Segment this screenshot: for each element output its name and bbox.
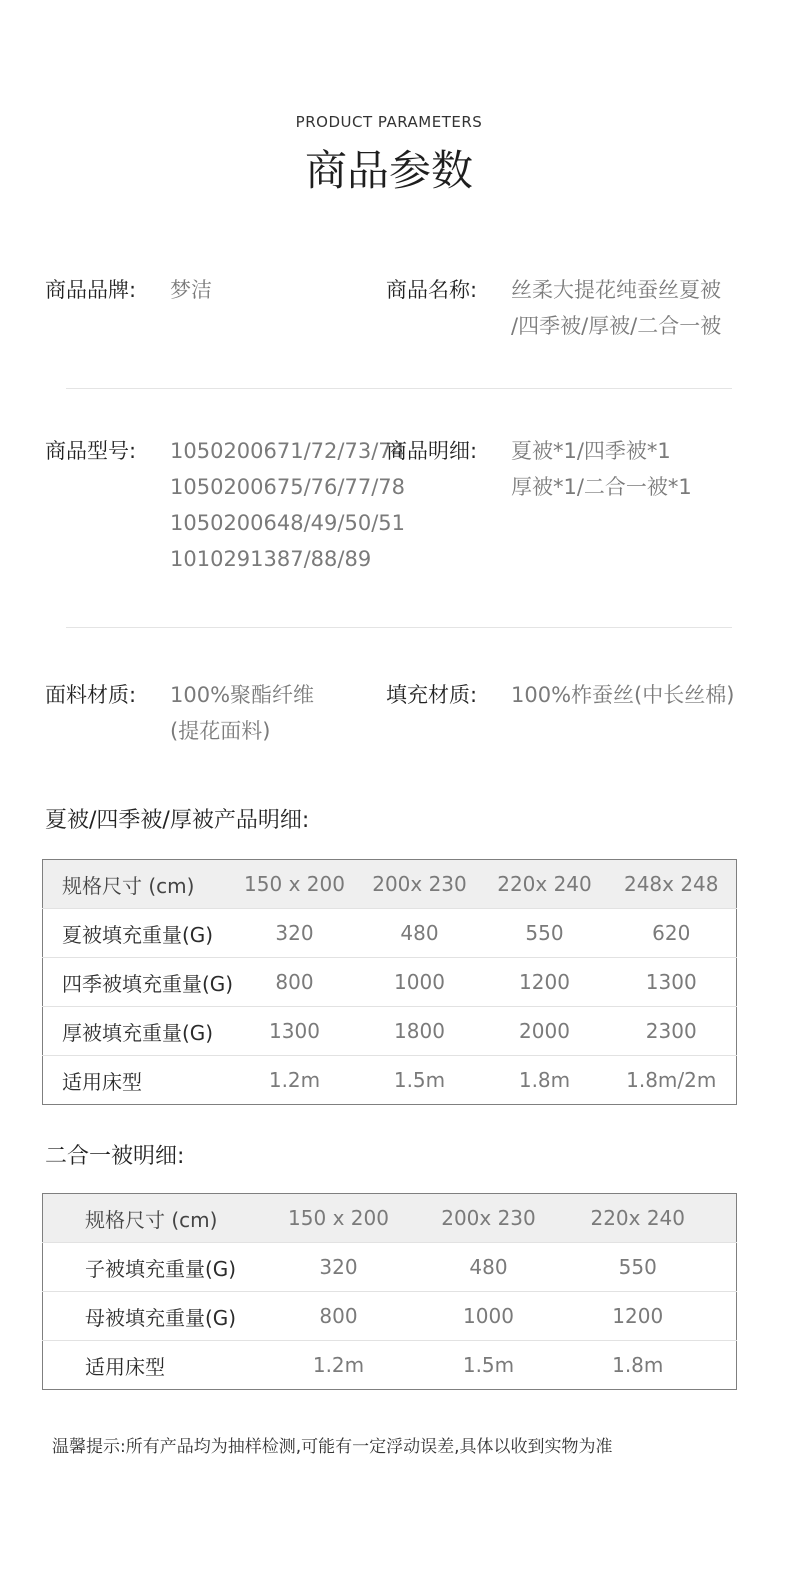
table-cell: 150 x 200: [233, 860, 357, 909]
param-brand-label: 商品品牌:: [45, 278, 137, 302]
table-row: [43, 1007, 737, 1056]
table-cell: 1.8m: [612, 1353, 664, 1377]
table-header-row: [43, 860, 737, 909]
table-cell: 320: [264, 1243, 414, 1292]
table-cell: 1200: [564, 1292, 737, 1341]
param-name-value-line: /四季被/厚被/二合一被: [511, 314, 722, 338]
table-row: [43, 1292, 737, 1341]
table-cell: 1.8m: [518, 1068, 571, 1092]
table-cell: 150 x 200: [264, 1194, 414, 1243]
param-filling-value: 100%柞蚕丝(中长丝棉): [511, 683, 735, 707]
table-cell: 母被填充重量(G): [43, 1292, 264, 1341]
table-cell: 厚被填充重量(G): [43, 1007, 233, 1056]
param-model-value-line: 1050200648/49/50/51: [170, 511, 405, 535]
table-row: [43, 1243, 737, 1292]
table-cell: 1300: [607, 958, 737, 1007]
table-cell: 1.2m: [268, 1068, 321, 1092]
table1-heading: 夏被/四季被/厚被产品明细:: [45, 808, 310, 833]
table-row: [43, 1341, 737, 1390]
param-filling-label: 填充材质:: [386, 683, 478, 707]
spec-table-main: [42, 859, 737, 1105]
table-row: [43, 909, 737, 958]
disclaimer-note: 温馨提示:所有产品均为抽样检测,可能有一定浮动误差,具体以收到实物为准: [52, 1437, 613, 1457]
param-model-value-line: 1050200675/76/77/78: [170, 475, 405, 499]
param-model-label: 商品型号:: [45, 439, 137, 463]
table-cell: 1.8m/2m: [626, 1068, 717, 1092]
table-cell: 480: [357, 909, 483, 958]
table-cell: 2000: [483, 1007, 607, 1056]
table-header-row: [43, 1194, 737, 1243]
table-cell: 1200: [483, 958, 607, 1007]
param-brand-value: 梦洁: [170, 278, 212, 302]
table-cell: 1800: [357, 1007, 483, 1056]
param-fabric-label: 面料材质:: [45, 683, 137, 707]
param-detail-value-line: 夏被*1/四季被*1: [511, 439, 671, 463]
param-name-label: 商品名称:: [386, 278, 478, 302]
table-cell: 800: [264, 1292, 414, 1341]
table-cell: 200x 230: [414, 1194, 564, 1243]
table-row: [43, 958, 737, 1007]
table-cell: 规格尺寸 (cm): [43, 860, 233, 909]
table-cell: 夏被填充重量(G): [43, 909, 233, 958]
param-model-value-line: 1010291387/88/89: [170, 547, 372, 571]
table-cell: 550: [564, 1243, 737, 1292]
table-cell: 1.5m: [393, 1068, 446, 1092]
param-fabric-value-line: 100%聚酯纤维: [170, 683, 315, 707]
table-cell: 规格尺寸 (cm): [43, 1194, 264, 1243]
table-cell: 四季被填充重量(G): [43, 958, 233, 1007]
divider: [66, 388, 732, 389]
table-cell: 320: [233, 909, 357, 958]
table-cell: 2300: [607, 1007, 737, 1056]
table-cell: 1000: [357, 958, 483, 1007]
table-cell: 220x 240: [483, 860, 607, 909]
table-cell: 620: [607, 909, 737, 958]
table-cell: 1300: [233, 1007, 357, 1056]
table-cell: 1.5m: [462, 1353, 515, 1377]
param-detail-value-line: 厚被*1/二合一被*1: [511, 475, 692, 499]
table-cell: 550: [483, 909, 607, 958]
page-title: 商品参数: [304, 146, 473, 195]
table-cell: 1.2m: [312, 1353, 365, 1377]
section-subtitle: PRODUCT PARAMETERS: [295, 113, 483, 131]
table-cell: 子被填充重量(G): [43, 1243, 264, 1292]
table-cell: 800: [233, 958, 357, 1007]
table-cell: 200x 230: [357, 860, 483, 909]
table2-heading: 二合一被明细:: [45, 1144, 185, 1169]
param-name-value-line: 丝柔大提花纯蚕丝夏被: [511, 278, 721, 302]
param-detail-label: 商品明细:: [386, 439, 478, 463]
divider: [66, 627, 732, 628]
table-cell: 适用床型: [85, 1354, 165, 1379]
spec-table-2in1: [42, 1193, 737, 1390]
table-cell: 220x 240: [564, 1194, 737, 1243]
table-cell: 248x 248: [607, 860, 737, 909]
table-cell: 1000: [414, 1292, 564, 1341]
table-cell: 适用床型: [62, 1069, 142, 1094]
table-row: [43, 1056, 737, 1105]
param-fabric-value-line: (提花面料): [170, 719, 271, 743]
table-cell: 480: [414, 1243, 564, 1292]
param-model-value-line: 1050200671/72/73/74: [170, 439, 405, 463]
